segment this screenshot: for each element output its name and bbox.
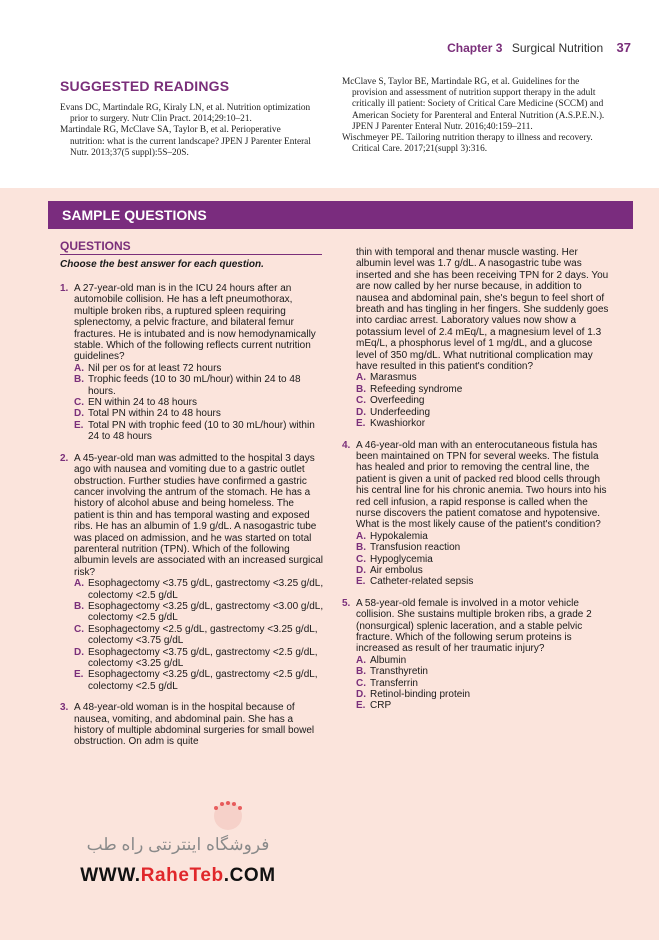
answer-option: E. Total PN with trophic feed (10 to 30 mL/hour) within 24 to 48 hours	[74, 419, 315, 443]
question-2	[60, 453, 325, 693]
running-header	[447, 40, 631, 55]
reference-item: Wischmeyer PE. Tailoring nutrition therapy to illness and recovery. Critical Care. 2017;21(suppl 3):316.	[342, 133, 593, 155]
question-number: 4.	[342, 439, 351, 451]
questions-left-column	[60, 283, 325, 758]
answer-option: C. EN within 24 to 48 hours	[74, 397, 197, 409]
sample-questions-banner	[48, 201, 633, 229]
question-stem: A 58-year-old female is involved in a motor vehicle collision. She sustains multiple broken ribs, a grade 2 (nonsurgical) splenic laceration, and a stable pelvic fracture. Which of the following serum proteins is increased as result of her traumatic injury?	[356, 597, 592, 655]
answer-option: E. Esophagectomy <3.25 g/dL, gastrectomy <2.5 g/dL, colectomy <2.5 g/dL	[74, 669, 318, 692]
question-stem: A 27-year-old man is in the ICU 24 hours after an automobile collision. He has a left pneumothorax, multiple broken ribs, a ruptured spleen requiring splenectomy, a pelvic fracture, and bilateral femur fractures. He is intubated and is now hemodynamically stable. Which of the following reflects current nutrition guidelines?	[74, 283, 316, 363]
answer-option: C. Esophagectomy <2.5 g/dL, gastrectomy <3.25 g/dL, colectomy <3.75 g/dL	[74, 623, 318, 647]
answer-option: C. Hypoglycemia	[356, 553, 433, 565]
question-3	[60, 702, 325, 748]
answer-option: B. Transthyretin	[356, 666, 428, 678]
reference-item: Evans DC, Martindale RG, Kiraly LN, et al. Nutrition optimization prior to surgery. Nutr Clin Pract. 2014;29:10–21.	[60, 103, 311, 125]
suggested-readings-heading: SUGGESTED READINGS	[60, 78, 230, 94]
question-5	[342, 598, 612, 712]
answer-option: D. Esophagectomy <3.75 g/dL, gastrectomy <2.5 g/dL, colectomy <3.25 g/dL	[74, 646, 318, 669]
question-number: 5.	[342, 597, 351, 609]
question-stem: A 48-year-old woman is in the hospital because of nausea, vomiting, and abdominal pain. She has a history of multiple abdominal surgeries for small bowel obstruction. On adm is quite	[74, 702, 315, 748]
question-3-continued	[342, 247, 612, 430]
watermark-persian-text: فروشگاه اینترنتی راه طب	[86, 835, 270, 854]
question-1	[60, 283, 325, 443]
answer-option: A. Nil per os for at least 72 hours	[74, 362, 222, 374]
answer-option: D. Total PN within 24 to 48 hours	[74, 408, 221, 420]
answer-option: E. Catheter-related sepsis	[356, 576, 474, 588]
page-number: 37	[616, 40, 631, 55]
question-stem: A 45-year-old man was admitted to the hospital 3 days ago with nausea and vomiting due to a gastric outlet obstruction. Further studies have confirmed a gastric cancer involving the antrum of the stomach. He has a history of alcohol abuse and being homeless. The patient is thin and has temporal wasting and exposed ribs. He has an albumin of 1.9 g/dL. A nasogastric tube was placed on admission, and he was started on total parenteral nutrition (TPN). Which of the following albumin levels are associated with an increased surgical risk?	[74, 452, 324, 578]
answer-option: A. Esophagectomy <3.75 g/dL, gastrectomy <3.25 g/dL, colectomy <2.5 g/dL	[74, 578, 324, 601]
watermark	[58, 835, 298, 887]
question-stem-continued: thin with temporal and thenar muscle wasting. Her albumin level was 1.7 g/dL. A nasogastric tube was inserted and she has been receiving TPN for 2 days. You are now called by her nurse because, in addition to nausea and abdominal pain, she's begun to feel short of breath and has tingling in her fingers. She suddenly goes into cardiac arrest. Laboratory values now show a potassium level of 2.4 mEq/L, a magnesium level of 1.3 mEq/L, a phosphorus level of 1 mg/dL, and a glucose level of 350 mg/dL. What nutritional complication may have resulted in this patient's condition?	[356, 247, 609, 373]
question-number: 1.	[60, 283, 69, 294]
answer-option: A. Hypokalemia	[356, 530, 428, 542]
question-4	[342, 440, 612, 588]
answer-option: D. Air embolus	[356, 564, 423, 576]
answer-option: B. Esophagectomy <3.25 g/dL, gastrectomy <3.00 g/dL, colectomy <2.5 g/dL	[74, 600, 324, 624]
reference-item: Martindale RG, McClave SA, Taylor B, et al. Perioperative nutrition: what is the current landscape? JPEN J Parenter Enteral Nutr. 2013;37(5 suppl):5S–20S.	[60, 125, 311, 158]
answer-option: A. Albumin	[356, 654, 407, 666]
chapter-title: Surgical Nutrition	[511, 41, 604, 55]
references-left-column	[60, 103, 315, 159]
answer-option: D. Retinol-binding protein	[356, 689, 471, 701]
question-stem: A 46-year-old man with an enterocutaneous fistula has been maintained on TPN for several weeks. The fistula has healed and prior to removing the central line, the patient is given a unit of packed red blood cells through his central line for his chronic anemia. Two hours into his red cell infusion, a rapid response is called when the nurse discovers the patient comatose and hypotensive. What is the most likely cause of the patient's condition?	[356, 439, 607, 531]
answer-option: D. Underfeeding	[356, 406, 431, 418]
watermark-url: WWW.RaheTeb.COM	[80, 865, 276, 886]
references-right-column	[342, 77, 612, 155]
answer-option: C. Overfeeding	[356, 395, 425, 407]
questions-heading: QUESTIONS	[60, 239, 322, 255]
questions-right-column	[342, 247, 612, 722]
question-number: 2.	[60, 452, 69, 464]
questions-instruction: Choose the best answer for each question.	[60, 259, 264, 270]
watermark-logo-icon	[188, 796, 268, 836]
answer-option: B. Refeeding syndrome	[356, 383, 463, 395]
answer-option: E. Kwashiorkor	[356, 418, 426, 430]
reference-item: McClave S, Taylor BE, Martindale RG, et al. Guidelines for the provision and assessment of nutrition support therapy in the adult critically ill patient: Society of Critical Care Medicine (SCCM) and American Society for Parenteral and Enteral Nutrition (A.S.P.E.N.). JPEN J Parenter Enteral Nutr. 2016;40:159–211.	[342, 77, 605, 132]
answer-option: A. Marasmus	[356, 372, 417, 384]
answer-option: B. Trophic feeds (10 to 30 mL/hour) within 24 to 48 hours.	[74, 374, 301, 397]
question-number: 3.	[60, 702, 69, 714]
chapter-label: Chapter 3	[447, 41, 503, 55]
answer-option: B. Transfusion reaction	[356, 542, 461, 554]
answer-option: C. Transferrin	[356, 677, 418, 689]
answer-option: E. CRP	[356, 700, 392, 712]
banner-title: SAMPLE QUESTIONS	[62, 207, 207, 223]
